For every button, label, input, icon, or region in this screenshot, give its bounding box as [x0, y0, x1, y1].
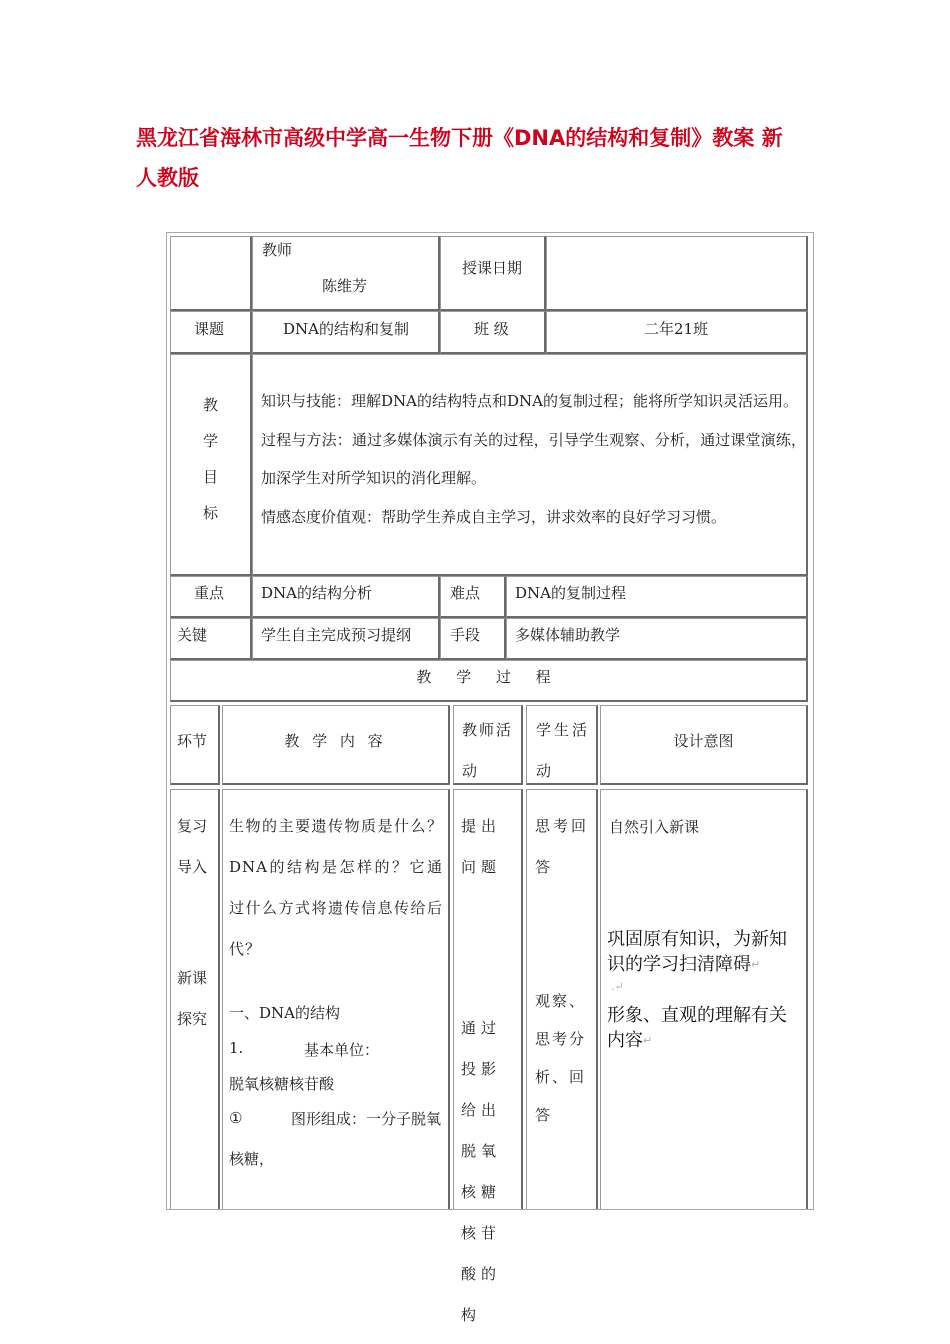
crux-value-cell [252, 618, 440, 660]
difficult-value-cell [506, 576, 808, 618]
crux-label-cell [170, 618, 252, 660]
means-label: 手段 [450, 626, 481, 644]
col-header-teacher-cell [453, 705, 523, 785]
document-title: 黑龙江省海林市高级中学高一生物下册《DNA的结构和复制》教案 新人教版 [136, 126, 783, 190]
topic-label-cell [170, 311, 252, 354]
class-label-cell [440, 311, 546, 354]
key-label: 重点 [194, 584, 225, 602]
objectives-label-char: 标 [203, 504, 219, 522]
key-label-cell [170, 576, 252, 618]
col-header-student: 学生活动 [536, 721, 591, 780]
teacher-label: 教师 [262, 241, 293, 259]
intent-introduce: 自然引入新课 [609, 818, 700, 836]
date-value-cell [546, 236, 808, 311]
empty-corner-cell [170, 236, 252, 311]
topic-value-cell [252, 311, 440, 354]
objectives-text [261, 382, 806, 536]
intent-visualize [607, 1003, 802, 1053]
paragraph-mark-icon: ↵ [751, 958, 761, 971]
teacher-activity-projection: 通过投影给出脱氧核糖核苷酸的构 [461, 1019, 502, 1324]
col-header-student-cell [526, 705, 598, 785]
class-value: 二年21班 [644, 320, 709, 338]
content-sub-number: ① [229, 1109, 243, 1127]
class-label: 班 级 [474, 320, 509, 338]
means-value-cell [506, 618, 808, 660]
intent-consolidate [607, 927, 802, 977]
difficult-value: DNA的复制过程 [515, 584, 626, 602]
objective-attitude: 情感态度价值观：帮助学生养成自主学习，讲求效率的良好学习习惯。 [261, 507, 727, 526]
intent-consolidate-text: 巩固原有知识，为新知识的学习扫清障碍 [607, 929, 787, 975]
class-value-cell [546, 311, 808, 354]
col-header-stage: 环节 [177, 732, 208, 750]
process-heading-cell [170, 660, 808, 702]
objectives-label-char: 教 [203, 396, 219, 414]
difficult-label: 难点 [450, 584, 481, 602]
means-value: 多媒体辅助教学 [515, 626, 621, 644]
content-item-value: 脱氧核糖核苷酸 [229, 1075, 335, 1093]
stage-review: 复习导入 [177, 817, 208, 876]
col-header-teacher: 教师活动 [462, 721, 514, 780]
objective-process: 过程与方法：通过多媒体演示有关的过程，引导学生观察、分析，通过课堂演练，加深学生对所学知识的消化理解。 [261, 430, 806, 487]
content-item-text: 基本单位： [304, 1041, 380, 1059]
col-header-stage-cell [170, 705, 220, 785]
content-heading: 一、DNA的结构 [229, 1004, 340, 1022]
student-activity-observe: 观察、思考分析、回答 [535, 992, 587, 1124]
stage-new-lesson: 新课探究 [177, 969, 208, 1028]
teacher-activity-question: 提出问题 [461, 817, 502, 876]
topic-label: 课题 [194, 320, 225, 338]
objectives-label-char: 目 [203, 468, 219, 486]
student-activity-answer: 思考回答 [535, 817, 590, 876]
means-label-cell [440, 618, 506, 660]
crux-label: 关键 [177, 626, 208, 644]
content-item-number: 1. [229, 1039, 244, 1057]
teacher-name: 陈维芳 [322, 277, 368, 295]
paragraph-mark-icon: .↵ [611, 980, 624, 993]
objective-knowledge: 知识与技能：理解DNA的结构特点和DNA的复制过程；能将所学知识灵活运用。 [261, 392, 798, 410]
objectives-label-cell [170, 354, 252, 576]
topic-value: DNA的结构和复制 [283, 320, 409, 338]
col-header-content: 教 学 内 容 [284, 732, 387, 750]
key-value: DNA的结构分析 [261, 584, 372, 602]
date-label-cell [440, 236, 546, 311]
col-header-content-cell [222, 705, 450, 785]
date-label: 授课日期 [462, 259, 523, 277]
objectives-label-char: 学 [203, 432, 219, 450]
col-header-intent-cell [600, 705, 808, 785]
content-question: 生物的主要遗传物质是什么？DNA的结构是怎样的？它通过什么方式将遗传信息传给后代？ [229, 817, 443, 958]
col-header-intent: 设计意图 [673, 732, 734, 750]
crux-value: 学生自主完成预习提纲 [261, 626, 412, 644]
intent-column-cell [600, 789, 808, 1209]
process-heading: 教 学 过 程 [416, 668, 561, 686]
content-sub-text: 图形组成：一分子脱氧核糖， [229, 1110, 442, 1168]
intent-visualize-text: 形象、直观的理解有关内容 [607, 1005, 787, 1051]
difficult-label-cell [440, 576, 506, 618]
paragraph-mark-icon: ↵ [643, 1034, 653, 1047]
key-value-cell [252, 576, 440, 618]
teacher-cell [252, 236, 440, 311]
